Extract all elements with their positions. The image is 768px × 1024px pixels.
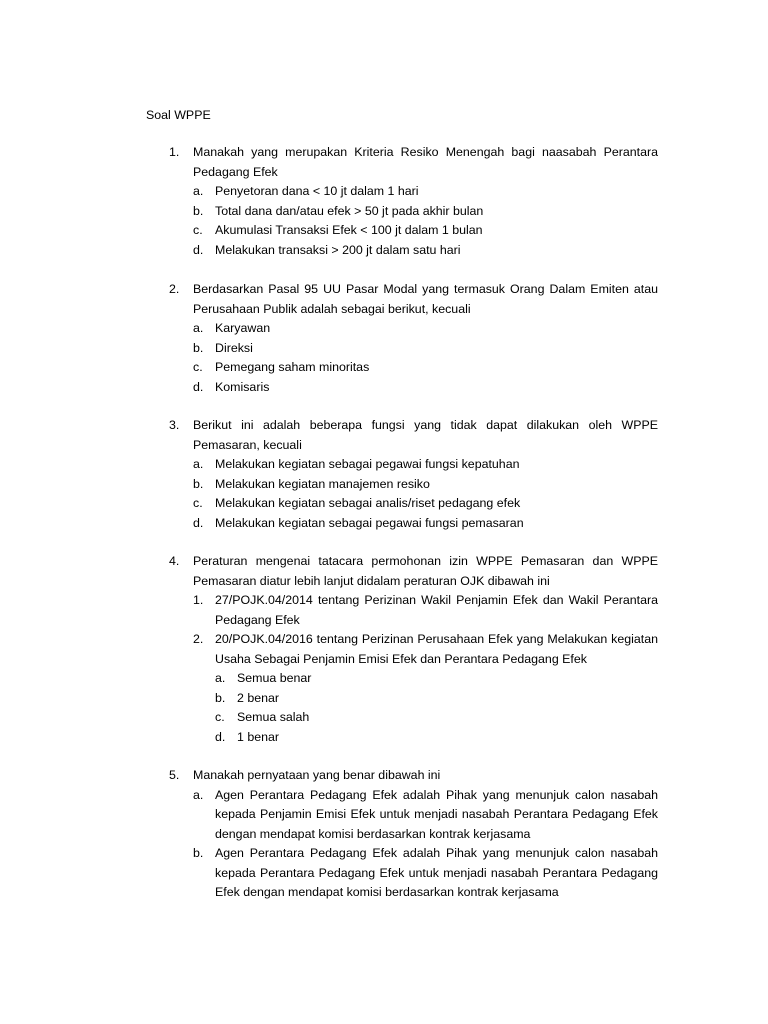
question-5 [169, 766, 658, 903]
document-title: Soal WPPE [146, 108, 211, 122]
option-label: b. [193, 846, 204, 860]
statement-text: 27/POJK.04/2014 tentang Perizinan Wakil Penjamin Efek dan Wakil Perantara Pedagang Efek [215, 593, 658, 627]
statement-label: 1. [193, 593, 204, 607]
question-number: 2. [169, 282, 180, 296]
question-4 [169, 552, 658, 747]
option-text: Melakukan kegiatan sebagai analis/riset pedagang efek [215, 496, 521, 510]
option-text: Total dana dan/atau efek > 50 jt pada akhir bulan [215, 203, 484, 218]
question-text: Berdasarkan Pasal 95 UU Pasar Modal yang termasuk Orang Dalam Emiten atau Perusahaan Publik adalah sebagai berikut, kecuali [193, 282, 658, 316]
statement-label: 2. [193, 632, 204, 646]
option-list [169, 669, 658, 747]
option-a [193, 319, 658, 339]
option-b [215, 689, 658, 709]
option-d [193, 241, 658, 261]
option-label: c. [193, 223, 203, 237]
option-label: c. [193, 360, 203, 374]
option-b [193, 202, 658, 222]
option-c [193, 221, 658, 241]
option-text: Melakukan kegiatan manajemen resiko [215, 476, 430, 491]
option-text: Semua salah [237, 710, 310, 724]
option-c [193, 358, 658, 378]
option-text: Agen Perantara Pedagang Efek adalah Pihak yang menunjuk calon nasabah kepada Penjamin Emisi Efek untuk menjadi nasabah Perantara Pedagang Efek dengan mendapat komisi berdasarkan kontrak kerjasama [215, 787, 658, 841]
option-c [215, 708, 658, 728]
statement-1 [193, 591, 658, 630]
option-label: d. [215, 729, 226, 744]
option-a [193, 455, 658, 475]
option-text: Karyawan [215, 321, 271, 335]
option-b [193, 339, 658, 359]
option-text: 1 benar [237, 729, 280, 744]
option-d [215, 728, 658, 748]
option-label: a. [193, 787, 204, 802]
option-label: b. [193, 476, 204, 491]
option-text: Melakukan kegiatan sebagai pegawai fungsi kepatuhan [215, 457, 520, 471]
option-list [169, 319, 658, 397]
option-text: Melakukan transaksi > 200 jt dalam satu hari [215, 242, 461, 257]
question-text: Peraturan mengenai tatacara permohonan izin WPPE Pemasaran dan WPPE Pemasaran diatur lebih lanjut didalam peraturan OJK dibawah ini [193, 554, 658, 588]
option-text: Semua benar [237, 671, 312, 685]
question-text: Manakah yang merupakan Kriteria Resiko Menengah bagi naasabah Perantara Pedagang Efek [193, 145, 658, 179]
option-b [193, 844, 658, 903]
statement-list [169, 591, 658, 669]
question-number: 1. [169, 145, 180, 159]
option-label: c. [215, 710, 225, 724]
option-text: Agen Perantara Pedagang Efek adalah Pihak yang menunjuk calon nasabah kepada Perantara Pedagang Efek untuk menjadi nasabah Perantara Pedagang Efek dengan mendapat komisi berdasarkan kontrak kerjasama [215, 846, 658, 899]
option-label: d. [193, 379, 204, 394]
option-label: d. [193, 515, 204, 530]
question-number: 4. [169, 554, 180, 568]
option-text: Komisaris [215, 379, 270, 394]
option-c [193, 494, 658, 514]
option-label: a. [215, 671, 226, 685]
question-text: Manakah pernyataan yang benar dibawah ini [193, 768, 441, 782]
question-number: 5. [169, 768, 180, 782]
option-label: a. [193, 184, 204, 198]
option-label: b. [215, 690, 226, 705]
question-text: Berikut ini adalah beberapa fungsi yang tidak dapat dilakukan oleh WPPE Pemasaran, kecuali [193, 418, 658, 452]
option-label: a. [193, 457, 204, 471]
statement-text: 20/POJK.04/2016 tentang Perizinan Perusahaan Efek yang Melakukan kegiatan Usaha Sebagai Penjamin Emisi Efek dan Perantara Pedagang Efek [215, 632, 658, 666]
option-list [169, 182, 658, 260]
option-text: Direksi [215, 340, 253, 355]
option-label: a. [193, 321, 204, 335]
option-label: d. [193, 242, 204, 257]
option-label: c. [193, 496, 203, 510]
option-label: b. [193, 340, 204, 355]
option-d [193, 378, 658, 398]
option-text: Akumulasi Transaksi Efek < 100 jt dalam 1 bulan [215, 223, 483, 237]
question-1 [169, 143, 658, 260]
question-number: 3. [169, 418, 180, 432]
option-list [169, 786, 658, 903]
option-text: 2 benar [237, 690, 280, 705]
question-2 [169, 280, 658, 397]
option-text: Pemegang saham minoritas [215, 360, 370, 374]
option-d [193, 514, 658, 534]
option-text: Melakukan kegiatan sebagai pegawai fungsi pemasaran [215, 515, 524, 530]
option-a [215, 669, 658, 689]
option-a [193, 786, 658, 845]
question-3 [169, 416, 658, 533]
option-a [193, 182, 658, 202]
option-b [193, 475, 658, 495]
option-label: b. [193, 203, 204, 218]
option-text: Penyetoran dana < 10 jt dalam 1 hari [215, 184, 419, 198]
statement-2 [193, 630, 658, 669]
option-list [169, 455, 658, 533]
